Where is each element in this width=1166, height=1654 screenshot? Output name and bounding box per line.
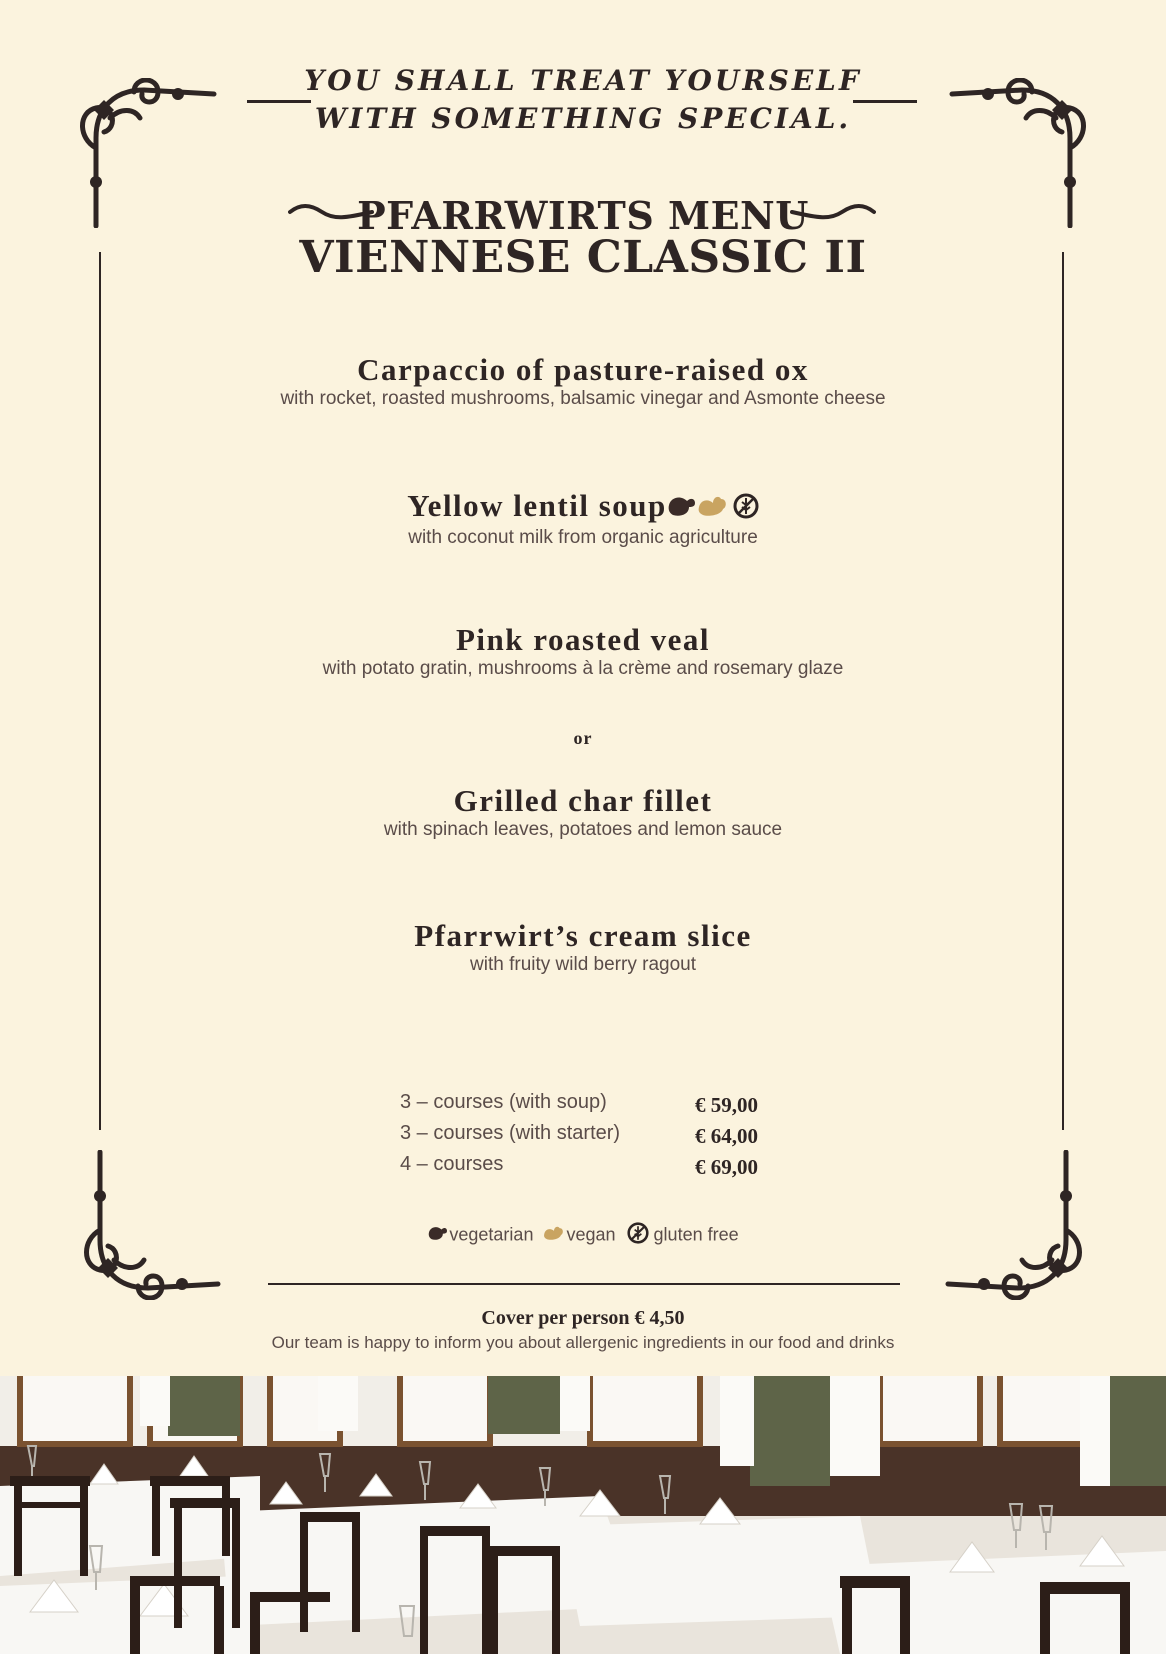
course-name: Pink roasted veal xyxy=(456,622,710,657)
course-description: with rocket, roasted mushrooms, balsamic vinegar and Asmonte cheese xyxy=(280,388,886,409)
legend-vegan: vegan xyxy=(566,1224,616,1245)
tagline xyxy=(0,62,1166,138)
price-label: 3 – courses (with starter) xyxy=(400,1122,621,1144)
price-row xyxy=(400,1122,758,1153)
allergen-note: Our team is happy to inform you about allergenic ingredients in our food and drinks xyxy=(271,1333,895,1352)
menu-subtitle: VIENNESE CLASSIC II xyxy=(299,232,867,283)
course-name: Carpaccio of pasture-raised ox xyxy=(357,352,809,387)
legend-gluten-free: gluten free xyxy=(653,1224,739,1245)
menu-title: PFARRWIRTS MENU xyxy=(357,193,809,238)
price-label: 3 – courses (with soup) xyxy=(400,1091,607,1113)
price-row xyxy=(400,1153,758,1184)
price-value: € 64,00 xyxy=(695,1124,758,1148)
course-name-row xyxy=(0,488,1166,527)
course-description: with coconut milk from organic agriculture xyxy=(408,526,758,548)
course-3 xyxy=(0,622,1166,680)
course-name: Yellow lentil soup xyxy=(407,488,667,523)
course-description: with potato gratin, mushrooms à la crème and rosemary glaze xyxy=(322,658,844,679)
course-5 xyxy=(0,918,1166,976)
vegan-icon xyxy=(697,491,729,527)
price-value: € 59,00 xyxy=(695,1093,758,1117)
vegan-icon xyxy=(542,1224,566,1247)
course-2 xyxy=(0,488,1166,549)
vegetarian-icon xyxy=(667,491,697,527)
gluten-free-icon xyxy=(733,491,759,527)
diet-legend xyxy=(0,1222,1166,1249)
course-4 xyxy=(0,783,1166,841)
restaurant-photo xyxy=(0,1376,1166,1654)
course-separator-or: or xyxy=(573,728,593,748)
course-description: with spinach leaves, potatoes and lemon sauce xyxy=(383,819,783,840)
price-list xyxy=(400,1091,758,1184)
course-name: Pfarrwirt’s cream slice xyxy=(414,918,752,953)
footer-rule xyxy=(268,1283,900,1285)
course-description: with fruity wild berry ragout xyxy=(470,954,696,975)
gluten-free-icon xyxy=(627,1222,649,1249)
legend-vegetarian: vegetarian xyxy=(449,1224,534,1245)
tagline-line-2: WITH SOMETHING SPECIAL. xyxy=(314,102,852,135)
price-row xyxy=(400,1091,758,1122)
tagline-line-1: YOU SHALL TREAT YOURSELF xyxy=(304,64,862,97)
course-name: Grilled char fillet xyxy=(453,783,713,818)
vegetarian-icon xyxy=(427,1224,449,1247)
course-1 xyxy=(0,352,1166,410)
price-value: € 69,00 xyxy=(695,1155,758,1179)
cover-charge: Cover per person € 4,50 xyxy=(481,1307,685,1329)
price-label: 4 – courses xyxy=(400,1153,504,1175)
